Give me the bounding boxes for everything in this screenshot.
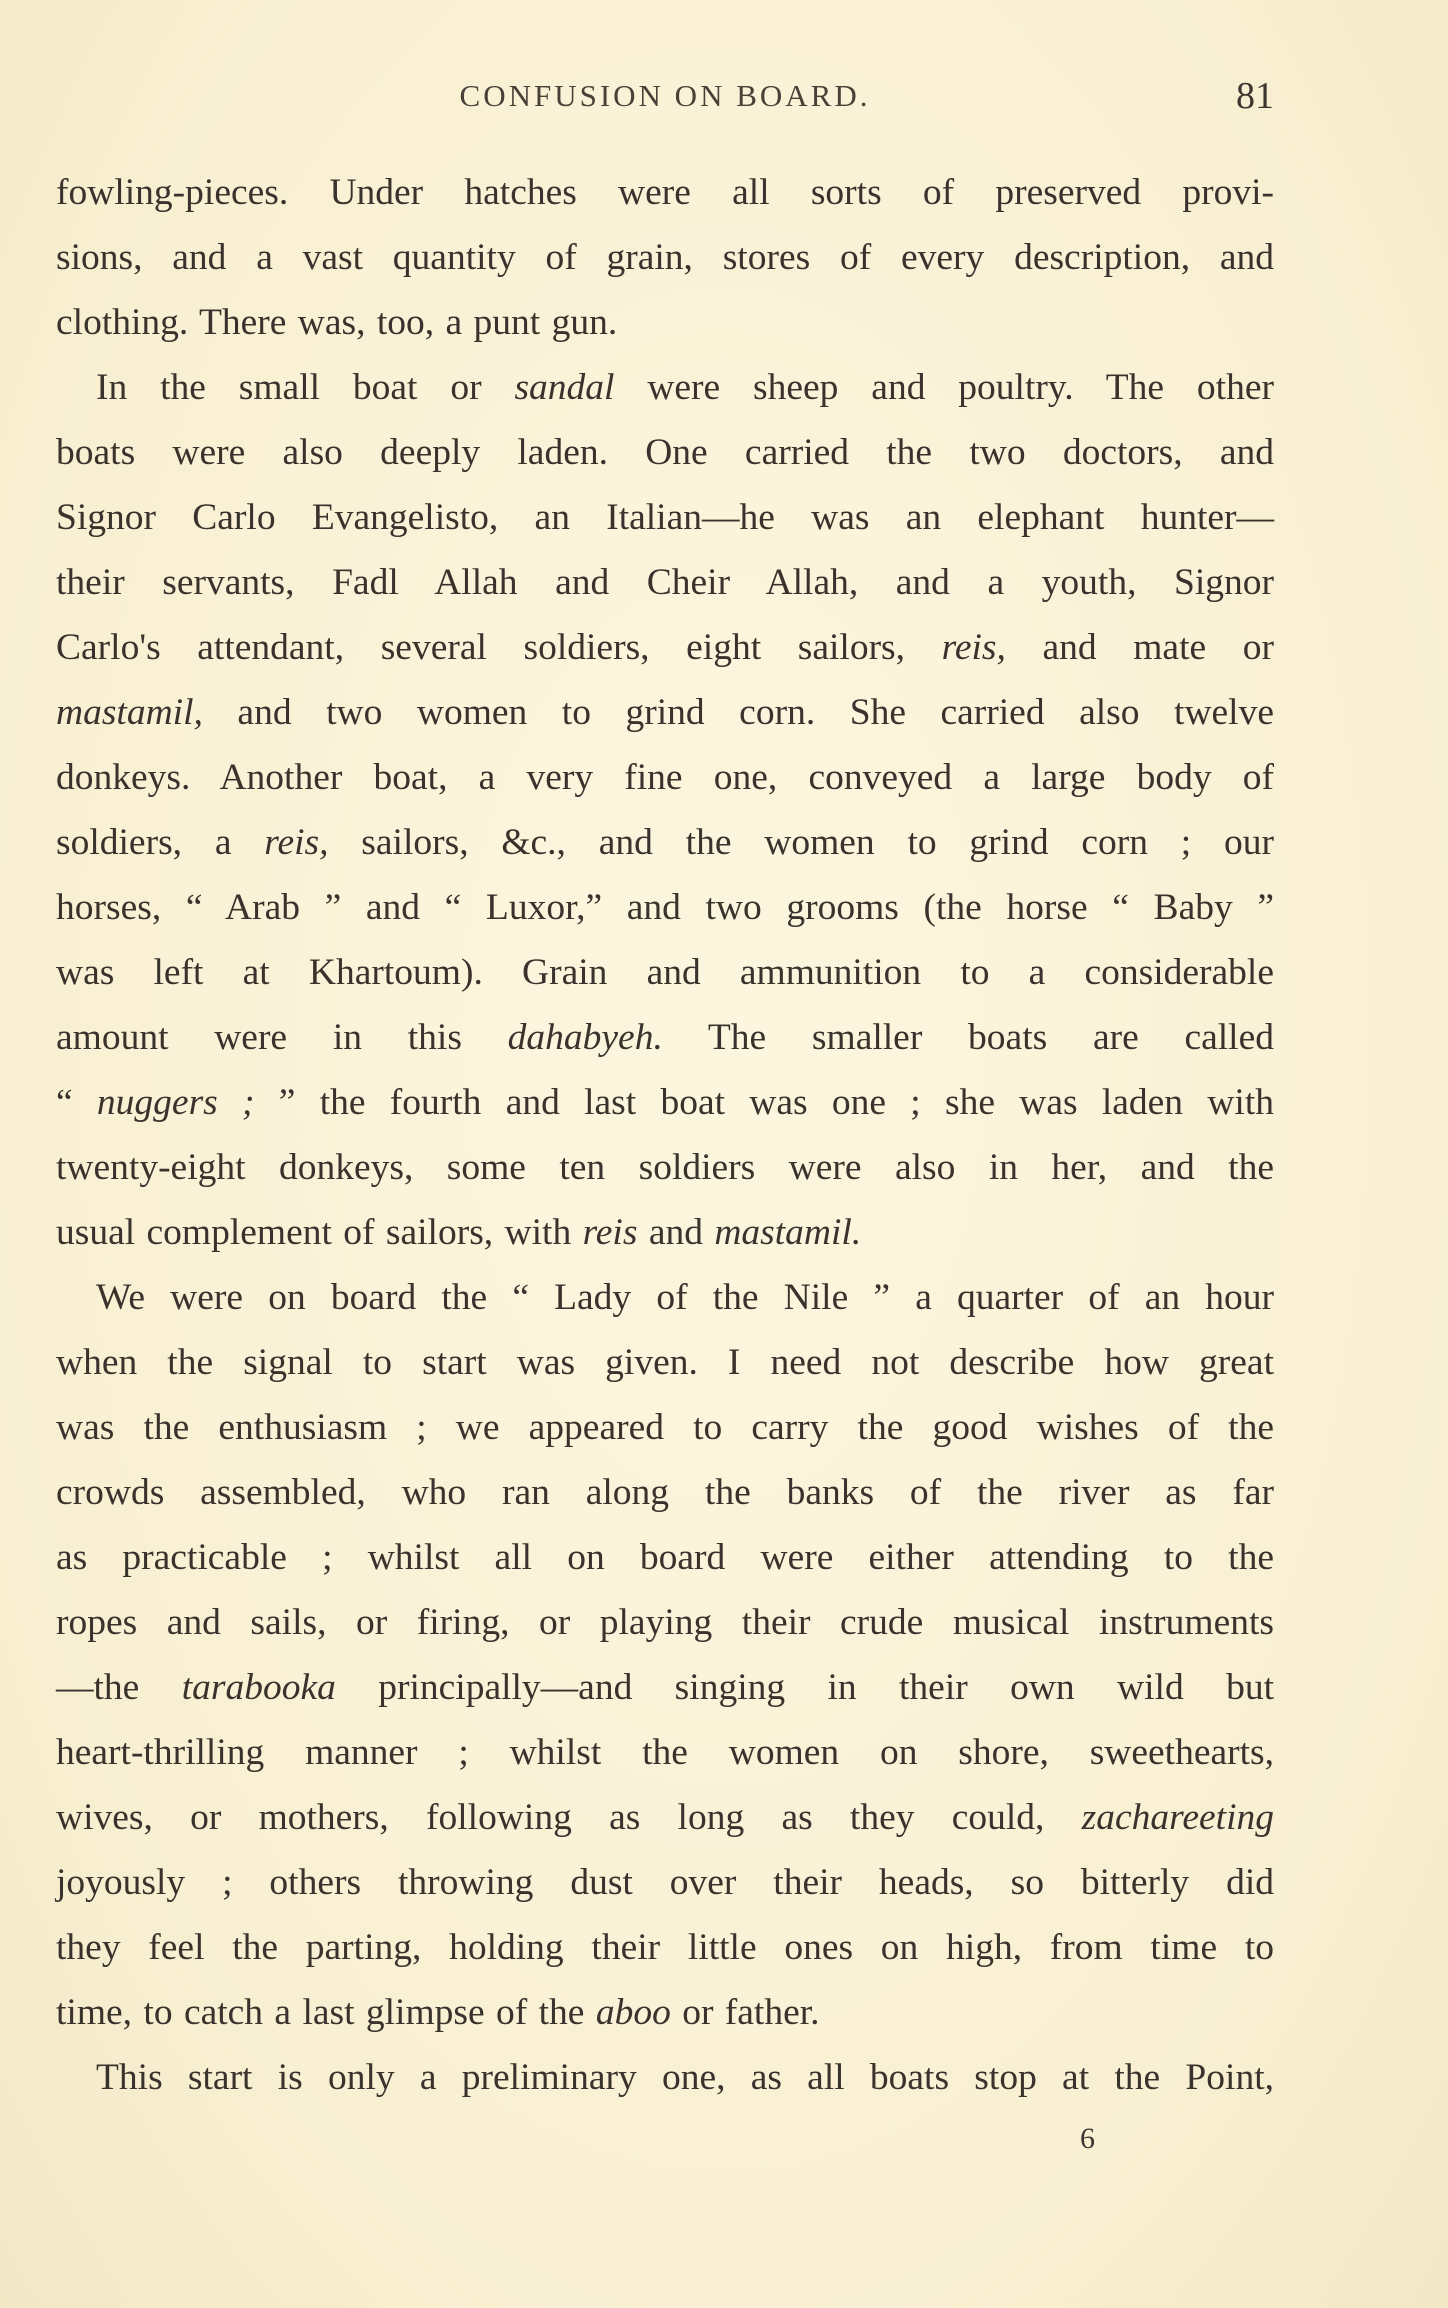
text-line: wives, or mothers, following as long as they could, zachareeting	[56, 1797, 1274, 1838]
text-line: they feel the parting, holding their little ones on high, from time to	[56, 1927, 1274, 1968]
text-line: twenty-eight donkeys, some ten soldiers were also in her, and the	[56, 1147, 1274, 1188]
italic-term: tarabooka	[181, 1667, 336, 1708]
text-line: as practicable ; whilst all on board were either attending to the	[56, 1537, 1274, 1578]
signature-mark: 6	[1080, 2122, 1095, 2155]
text-line: fowling-pieces. Under hatches were all sorts of preserved provi-	[56, 172, 1274, 213]
text-line: Signor Carlo Evangelisto, an Italian—he was an elephant hunter—	[56, 497, 1274, 538]
text-line: —the tarabooka principally—and singing in their own wild but	[56, 1667, 1274, 1708]
running-title: CONFUSION ON BOARD.	[459, 78, 871, 113]
text-line: “ nuggers ; ” the fourth and last boat was one ; she was laden with	[56, 1082, 1274, 1123]
text-line: was the enthusiasm ; we appeared to carry the good wishes of the	[56, 1407, 1274, 1448]
italic-term: reis,	[941, 627, 1006, 668]
body-text	[56, 160, 1274, 2110]
italic-term: nuggers ;	[96, 1082, 255, 1123]
text-line: crowds assembled, who ran along the banks of the river as far	[56, 1472, 1274, 1513]
italic-term: reis	[582, 1212, 638, 1253]
text-line: donkeys. Another boat, a very fine one, conveyed a large body of	[56, 757, 1274, 798]
text-line: Carlo's attendant, several soldiers, eight sailors, reis, and mate or	[56, 627, 1274, 668]
text-line: heart-thrilling manner ; whilst the women on shore, sweethearts,	[56, 1732, 1274, 1773]
text-line: when the signal to start was given. I need not describe how great	[56, 1342, 1274, 1383]
text-line: soldiers, a reis, sailors, &c., and the women to grind corn ; our	[56, 822, 1274, 863]
italic-term: dahabyeh.	[507, 1017, 663, 1058]
text-line: joyously ; others throwing dust over their heads, so bitterly did	[56, 1862, 1274, 1903]
italic-term: mastamil.	[714, 1212, 862, 1253]
text-line: In the small boat or sandal were sheep and poultry. The other	[96, 367, 1274, 408]
paragraph-preliminary-start	[56, 2045, 1274, 2110]
paragraph-departure	[56, 1265, 1274, 2045]
italic-term: mastamil,	[56, 692, 203, 733]
text-line: mastamil, and two women to grind corn. She carried also twelve	[56, 692, 1274, 733]
paragraph-boats	[56, 355, 1274, 1265]
italic-term: reis,	[264, 822, 329, 863]
italic-term: sandal	[514, 367, 615, 408]
running-head	[56, 72, 1274, 128]
text-line: ropes and sails, or firing, or playing their crude musical instruments	[56, 1602, 1274, 1643]
italic-term: aboo	[595, 1992, 671, 2033]
text-line: sions, and a vast quantity of grain, stores of every description, and	[56, 237, 1274, 278]
text-line: boats were also deeply laden. One carried the two doctors, and	[56, 432, 1274, 473]
text-line: amount were in this dahabyeh. The smaller boats are called	[56, 1017, 1274, 1058]
text-line: clothing. There was, too, a punt gun.	[56, 302, 618, 343]
text-line: horses, “ Arab ” and “ Luxor,” and two grooms (the horse “ Baby ”	[56, 887, 1274, 928]
paragraph-continuation	[56, 160, 1274, 355]
text-line: time, to catch a last glimpse of the aboo or father.	[56, 1992, 820, 2033]
text-line: their servants, Fadl Allah and Cheir Allah, and a youth, Signor	[56, 562, 1274, 603]
text-line: We were on board the “ Lady of the Nile ” a quarter of an hour	[96, 1277, 1274, 1318]
italic-term: zachareeting	[1081, 1797, 1274, 1838]
text-line: was left at Khartoum). Grain and ammunition to a considerable	[56, 952, 1274, 993]
page-number: 81	[1236, 75, 1274, 117]
text-line: This start is only a preliminary one, as all boats stop at the Point,	[96, 2057, 1274, 2098]
text-line: usual complement of sailors, with reis and mastamil.	[56, 1212, 862, 1253]
